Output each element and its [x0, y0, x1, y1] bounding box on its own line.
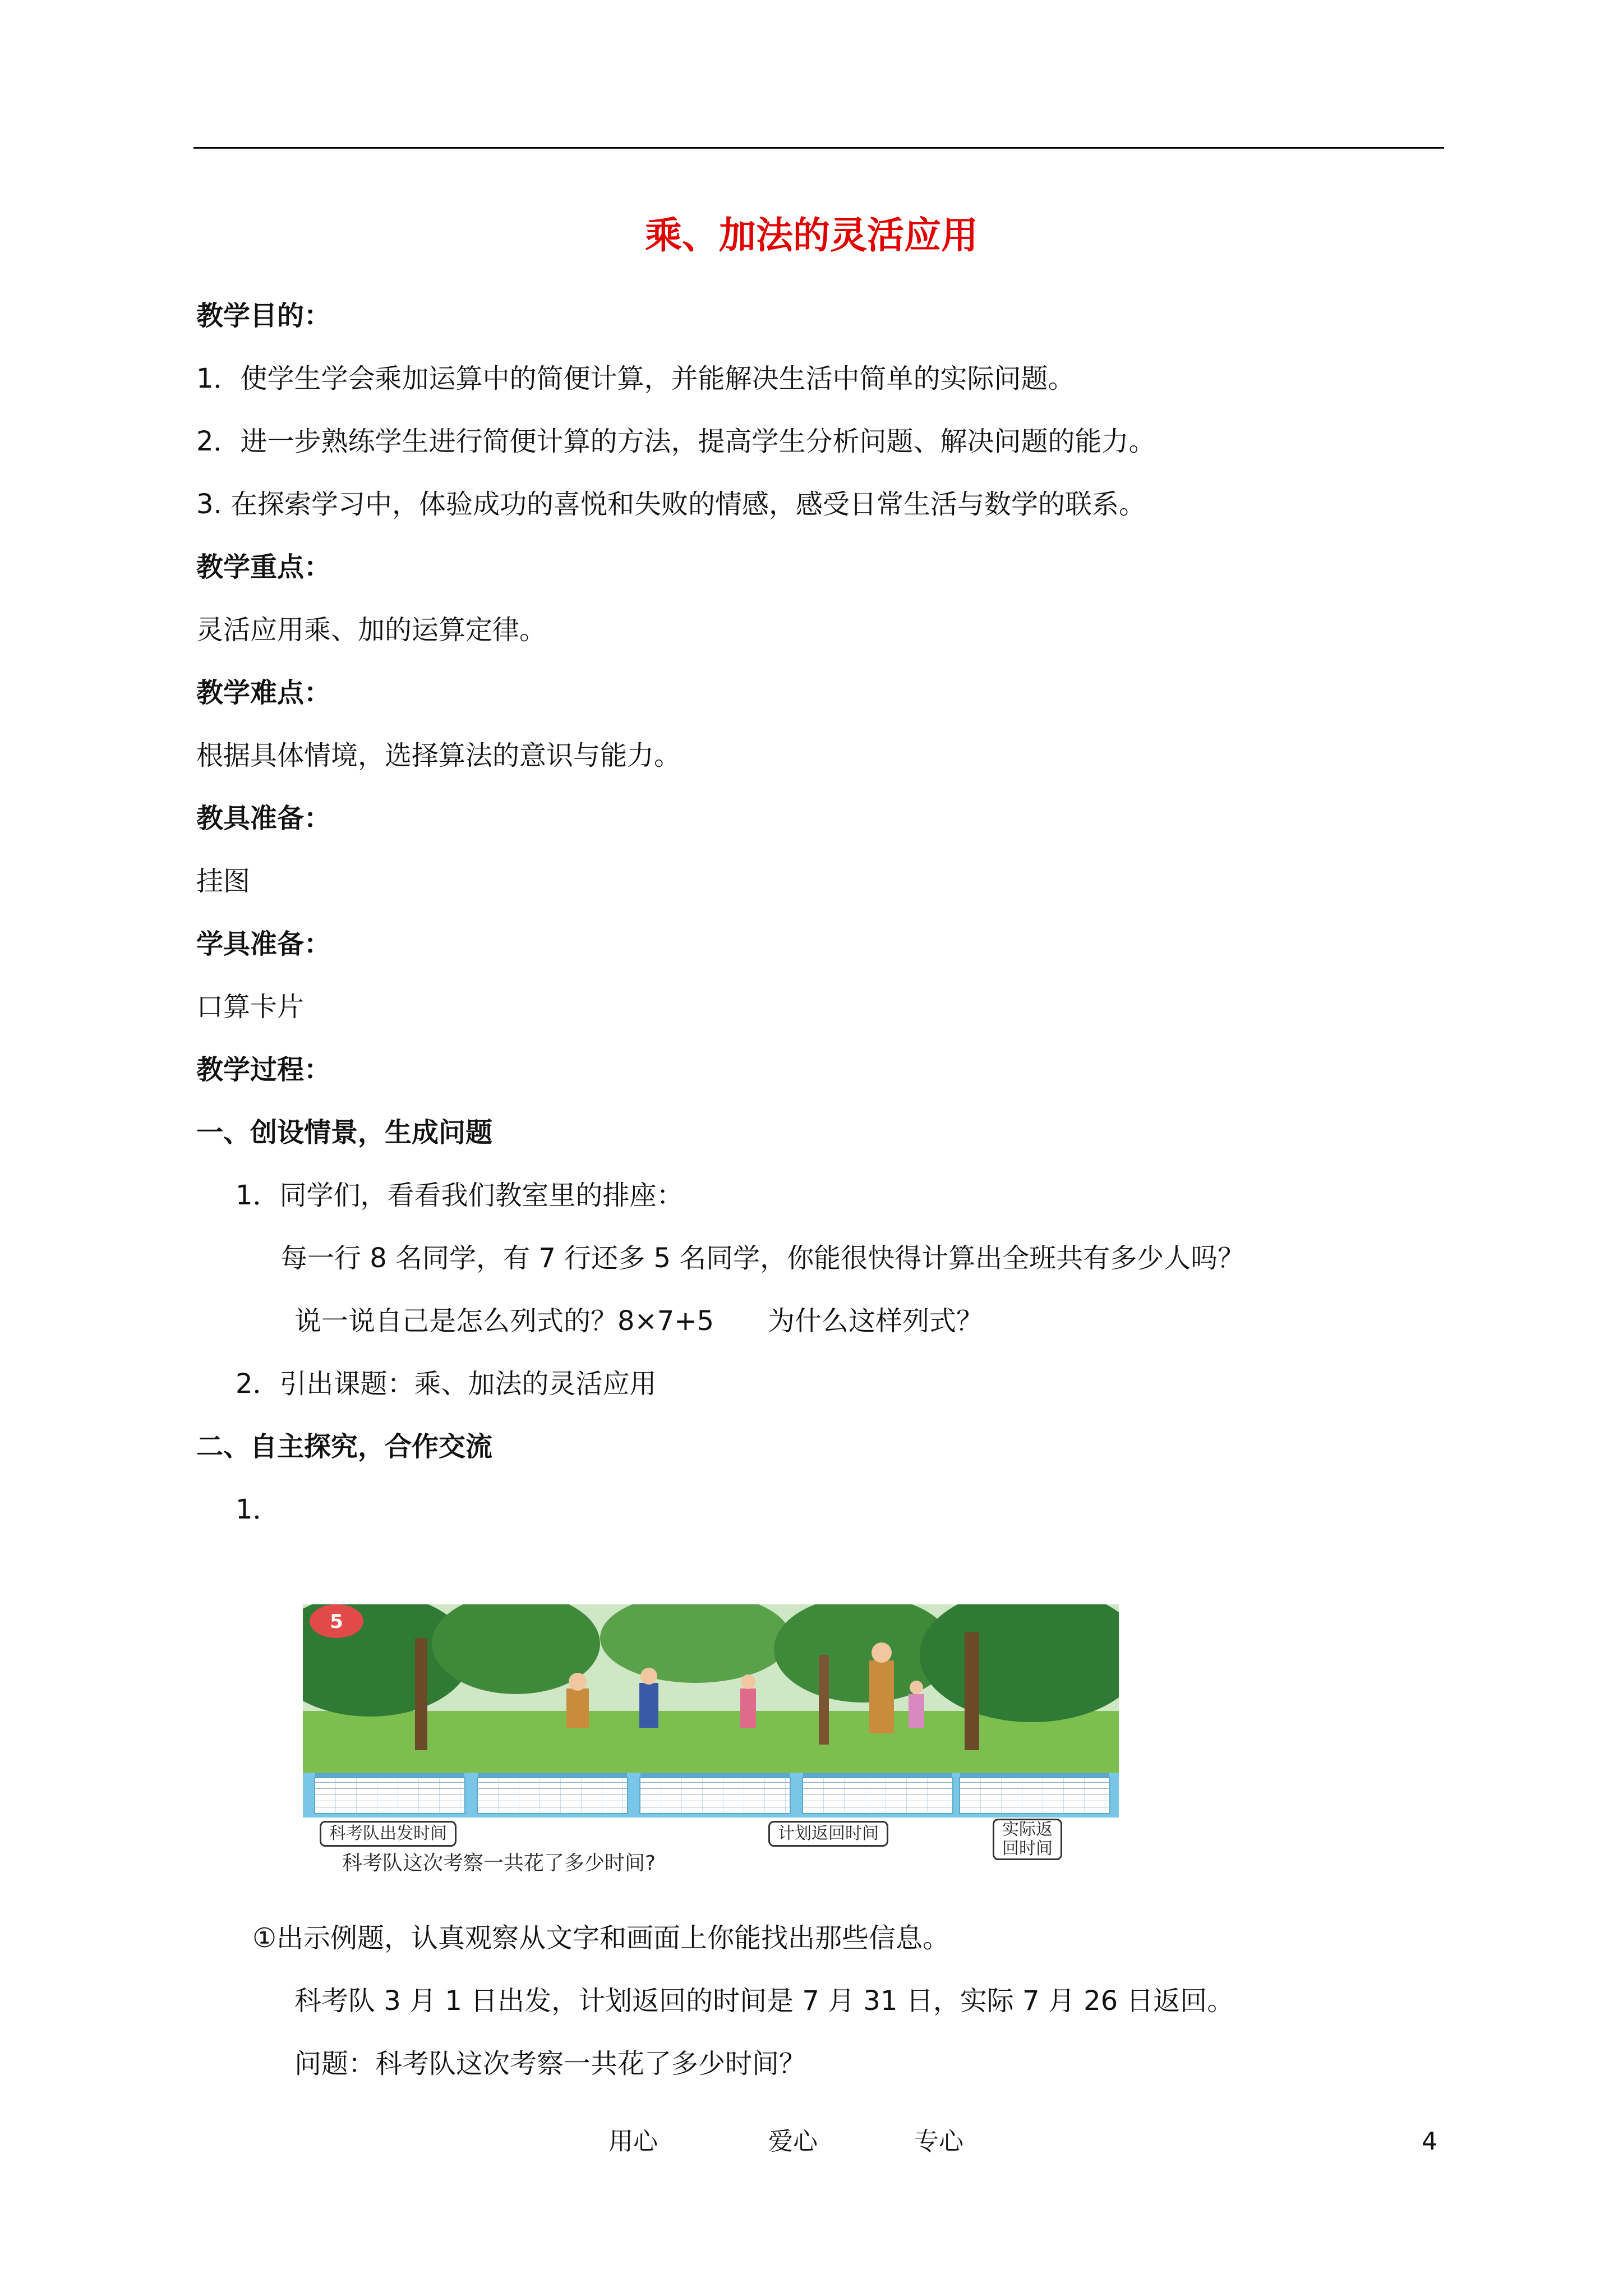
- section1-item1-text: 每一行 8 名同学，有 7 行还多 5 名同学，你能很快得计算出全班共有多少人吗？: [280, 1243, 1245, 1274]
- question-text: 问题：科考队这次考察一共花了多少时间？: [294, 2048, 806, 2079]
- section1-item1-formula: 说一说自己是怎么列式的？8×7+5 为什么这样列式？: [294, 1305, 984, 1337]
- difficulty-heading: 教学难点：: [196, 677, 331, 708]
- figure-badge: 5: [330, 1611, 343, 1633]
- step1-text: ①出示例题，认真观察从文字和画面上你能找出那些信息。: [252, 1922, 950, 1954]
- caption-actual-line1: 实际返: [1002, 1820, 1053, 1839]
- key-points-text: 灵活应用乘、加的运算定律。: [196, 614, 547, 646]
- footer-word-2: 爱心: [768, 2127, 818, 2156]
- info-text: 科考队 3 月 1 日出发，计划返回的时间是 7 月 31 日，实际 7 月 26 日返回。: [294, 1985, 1234, 2017]
- header-rule: [193, 147, 1444, 149]
- figure-question: 科考队这次考察一共花了多少时间?: [342, 1852, 656, 1875]
- caption-actual-line2: 回时间: [1002, 1839, 1053, 1858]
- caption-actual-return: [993, 1819, 1062, 1860]
- footer-word-1: 用心: [608, 2127, 658, 2156]
- calendar-july: [959, 1777, 1110, 1814]
- calendar-march: [314, 1777, 465, 1814]
- objective-2: 2．进一步熟练学生进行简便计算的方法，提高学生分析问题、解决问题的能力。: [196, 426, 1156, 457]
- section2-item1: 1．: [236, 1494, 280, 1525]
- section1-heading: 一、创设情景，生成问题: [196, 1117, 493, 1148]
- teacher-prep-heading: 教具准备：: [196, 803, 331, 834]
- section2-heading: 二、自主探究，合作交流: [196, 1431, 493, 1462]
- page-number: 4: [1422, 2127, 1437, 2156]
- footer-word-3: 专心: [914, 2127, 963, 2156]
- student-prep-text: 口算卡片: [196, 991, 305, 1023]
- objective-1: 1．使学生学会乘加运算中的简便计算，并能解决生活中简单的实际问题。: [196, 363, 1075, 394]
- process-heading: 教学过程：: [196, 1054, 331, 1085]
- caption-planned-return: 计划返回时间: [768, 1821, 888, 1847]
- expedition-illustration: [303, 1604, 1119, 1874]
- key-points-heading: 教学重点：: [196, 551, 331, 583]
- section1-item2: 2．引出课题：乘、加法的灵活应用: [236, 1368, 657, 1400]
- section1-item1: 1．同学们，看看我们教室里的排座：: [236, 1180, 684, 1211]
- student-prep-heading: 学具准备：: [196, 928, 331, 960]
- difficulty-text: 根据具体情境，选择算法的意识与能力。: [196, 740, 681, 771]
- teacher-prep-text: 挂图: [196, 866, 251, 897]
- forest-scene: [303, 1604, 1119, 1773]
- objective-3: 3. 在探索学习中，体验成功的喜悦和失败的情感，感受日常生活与数学的联系。: [196, 489, 1146, 520]
- calendar-strip: [303, 1773, 1119, 1818]
- page-title: 乘、加法的灵活应用: [645, 214, 978, 257]
- objectives-heading: 教学目的：: [196, 300, 331, 332]
- caption-departure: 科考队出发时间: [320, 1821, 457, 1847]
- calendar-may: [639, 1777, 791, 1814]
- calendar-april: [477, 1777, 628, 1814]
- calendar-june: [802, 1777, 953, 1814]
